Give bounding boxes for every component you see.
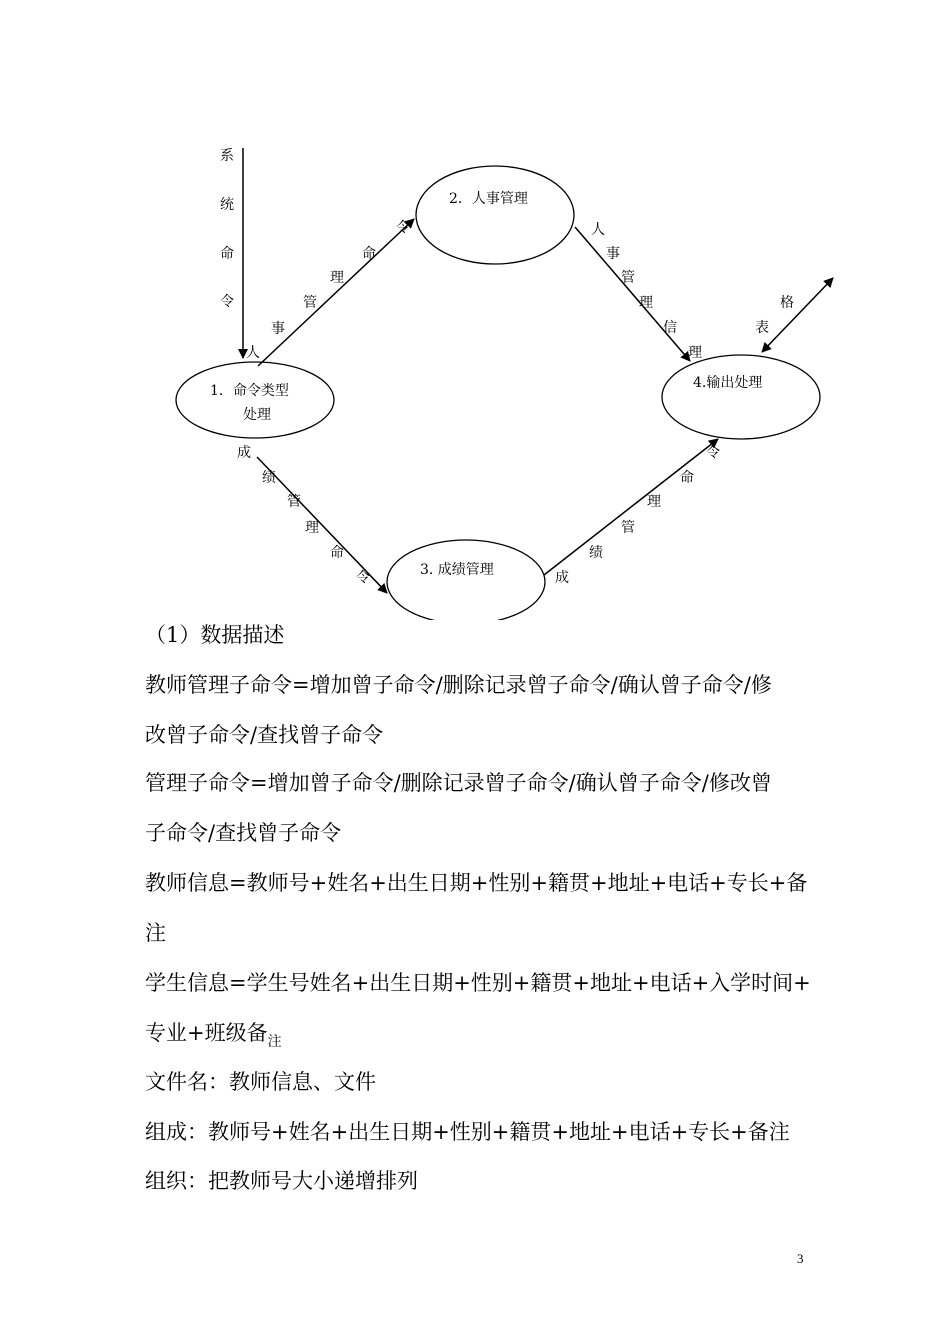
flow-label-score-to-output-1: 成 <box>555 570 569 586</box>
flow-label-personnel-info-6: 理 <box>688 345 702 361</box>
flow-label-system-command-2: 统 <box>220 197 234 213</box>
paragraph-teacher-command-line-2: 改曾子命令/查找曾子命令 <box>145 723 384 747</box>
section-heading: （1）数据描述 <box>145 623 285 647</box>
data-flow-diagram <box>0 0 950 620</box>
arrow-personnel-info <box>575 227 690 361</box>
page-number: 3 <box>797 1251 804 1266</box>
flow-label-personnel-info-5: 信 <box>663 320 677 336</box>
flow-label-score-command-2: 绩 <box>262 470 276 486</box>
paragraph-management-command-line-1: 管理子命令=增加曾子命令/删除记录曾子命令/确认曾子命令/修改曾 <box>145 771 772 795</box>
paragraph-management-command-line-2: 子命令/查找曾子命令 <box>145 821 342 845</box>
flow-label-score-command-5: 命 <box>330 545 344 561</box>
flow-label-personnel-info-3: 管 <box>621 270 635 286</box>
node-output <box>662 355 820 439</box>
node-command-type-label-1: 1．命令类型 <box>210 383 289 399</box>
arrow-personnel-command <box>258 219 414 366</box>
flow-label-personnel-command-5: 命 <box>362 246 376 262</box>
flow-label-score-command-4: 理 <box>305 520 319 536</box>
flow-label-personnel-info-2: 事 <box>606 246 620 262</box>
flow-label-score-command-1: 成 <box>237 445 251 461</box>
flow-label-personnel-info-1: 人 <box>591 222 605 238</box>
flow-label-score-command-3: 管 <box>287 494 301 510</box>
node-personnel <box>416 166 574 264</box>
node-score <box>387 540 545 620</box>
student-info-line-2-subscript: 注 <box>267 1034 282 1050</box>
node-personnel-label: 2．人事管理 <box>449 191 528 207</box>
flow-label-personnel-command-4: 理 <box>330 270 344 286</box>
paragraph-composition: 组成：教师号+姓名+出生日期+性别+籍贯+地址+电话+专长+备注 <box>145 1120 790 1144</box>
flow-label-score-to-output-6: 令 <box>706 445 720 461</box>
flow-label-personnel-command-1: 人 <box>246 345 260 361</box>
flow-label-personnel-command-2: 事 <box>271 321 285 337</box>
node-output-label: 4.输出处理 <box>693 375 763 391</box>
flow-label-score-to-output-2: 绩 <box>589 545 603 561</box>
flow-label-system-command-1: 系 <box>220 148 234 164</box>
paragraph-student-info-line-1: 学生信息=学生号姓名+出生日期+性别+籍贯+地址+电话+入学时间+ <box>145 971 811 995</box>
flow-label-personnel-command-3: 管 <box>303 295 317 311</box>
flow-label-personnel-info-4: 理 <box>639 295 653 311</box>
flow-label-score-to-output-4: 理 <box>647 494 661 510</box>
node-command-type <box>176 362 334 438</box>
arrow-score-to-output <box>544 439 718 575</box>
paragraph-teacher-info-line-1: 教师信息=教师号+姓名+出生日期+性别+籍贯+地址+电话+专长+备 <box>145 871 808 895</box>
paragraph-teacher-command-line-1: 教师管理子命令=增加曾子命令/删除记录曾子命令/确认曾子命令/修 <box>145 673 772 697</box>
flow-label-system-command-3: 命 <box>220 246 234 262</box>
flow-label-report-2: 表 <box>755 320 769 336</box>
flow-label-report-1: 格 <box>780 295 794 311</box>
paragraph-file-name: 文件名：教师信息、文件 <box>145 1070 376 1094</box>
student-info-line-2-main: 专业+班级备 <box>145 1021 268 1045</box>
flow-label-system-command-4: 令 <box>220 294 234 310</box>
flow-label-score-to-output-3: 管 <box>621 520 635 536</box>
flow-label-score-to-output-5: 命 <box>680 470 694 486</box>
paragraph-teacher-info-line-2: 注 <box>145 921 166 945</box>
node-score-label: 3. 成绩管理 <box>420 562 494 578</box>
paragraph-organization: 组织：把教师号大小递增排列 <box>145 1169 418 1193</box>
arrow-report <box>762 278 833 352</box>
node-command-type-label-2: 处理 <box>243 407 271 423</box>
flow-label-personnel-command-6: 令 <box>396 220 410 236</box>
flow-label-score-command-6: 令 <box>356 570 370 586</box>
